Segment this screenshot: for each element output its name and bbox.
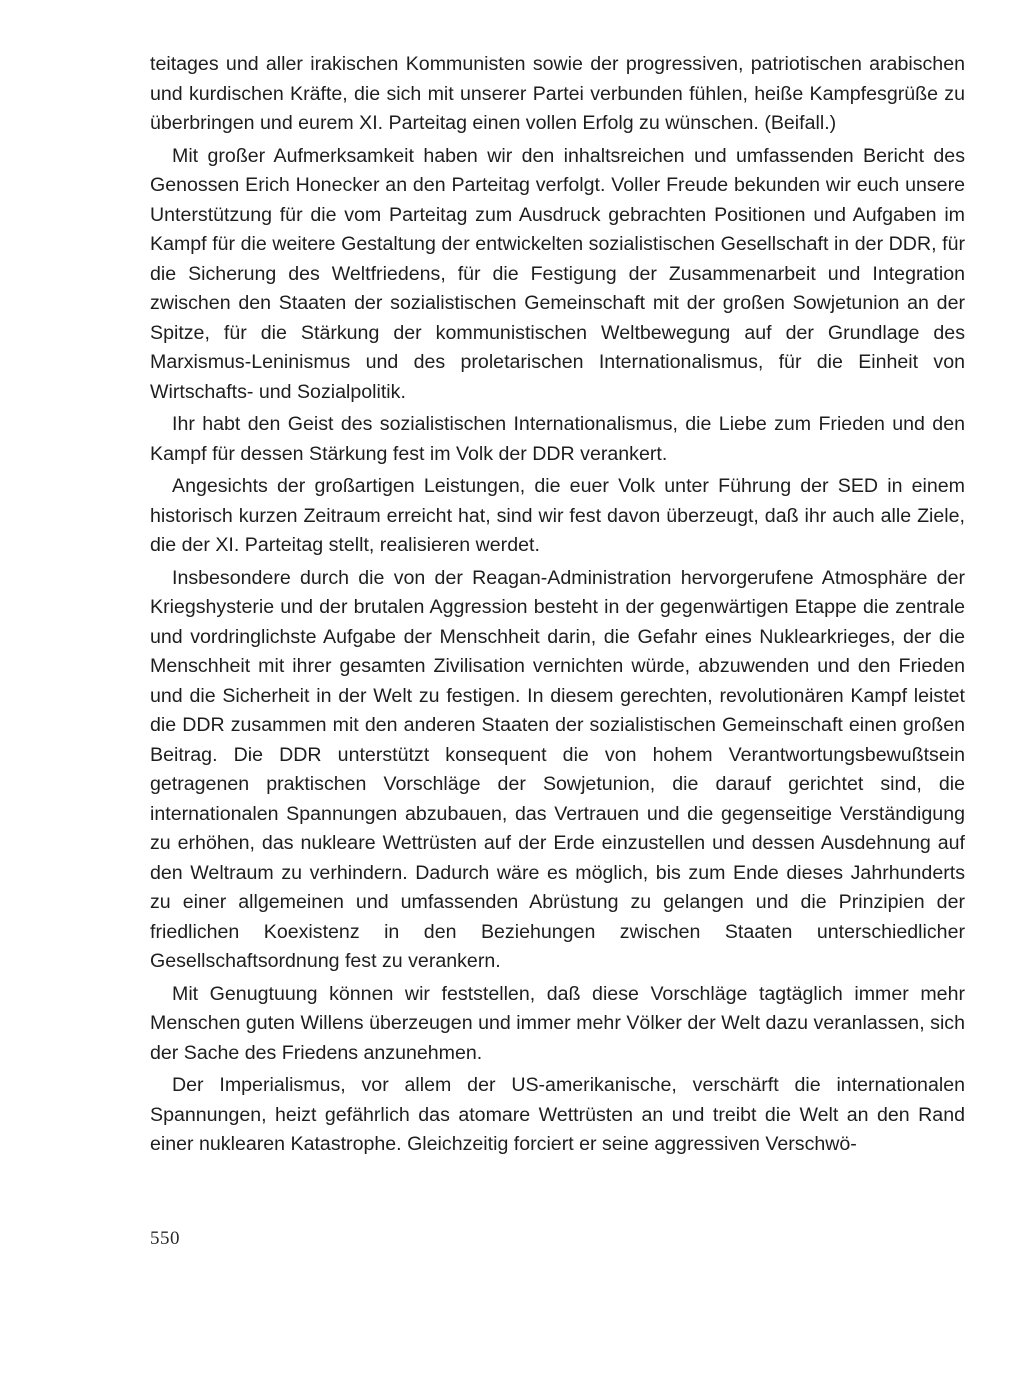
paragraph-imperialism: Der Imperialismus, vor allem der US-amerikanische, verschärft die internationalen Spannungen, heizt gefährlich das atomare Wettrüsten an und treibt die Welt an den Rand einer nuklearen Katastrophe. Gleichzeitig forciert er seine aggressiven Verschwö-: [150, 1074, 965, 1155]
paragraph-achievements: Angesichts der großartigen Leistungen, die euer Volk unter Führung der SED in einem historisch kurzen Zeitraum erreicht hat, sind wir fest davon überzeugt, daß ihr auch alle Ziele, die der XI. Parteitag stellt, realisieren werdet.: [150, 475, 965, 556]
body-text: [150, 50, 965, 1163]
page-number: 550: [150, 1228, 180, 1249]
paragraph-report: Mit großer Aufmerksamkeit haben wir den inhaltsreichen und umfassenden Bericht des Genossen Erich Honecker an den Parteitag verfolgt. Voller Freude bekunden wir euch unsere Unterstützung für die vom Parteitag zum Ausdruck gebrachten Positionen und Aufgaben im Kampf für die weitere Gestaltung der entwickelten sozialistischen Gesellschaft in der DDR, für die Sicherung des Weltfriedens, für die Festigung der Zusammenarbeit und Integration zwischen den Staaten der sozialistischen Gemeinschaft mit der großen Sowjetunion an der Spitze, für die Stärkung der kommunistischen Weltbewegung auf der Grundlage des Marxismus-Leninismus und des proletarischen Internationalismus, für die Einheit von Wirtschafts- und Sozialpolitik.: [150, 144, 965, 403]
paragraph-continued: teitages und aller irakischen Kommunisten sowie der progressiven, patriotischen arabischen und kurdischen Kräfte, die sich mit unserer Partei verbunden fühlen, heiße Kampfesgrüße zu überbringen und eurem XI. Parteitag einen vollen Erfolg zu wünschen. (Beifall.): [150, 53, 965, 134]
paragraph-proposals: Mit Genugtuung können wir feststellen, daß diese Vorschläge tagtäglich immer mehr Menschen guten Willens überzeugen und immer mehr Völker der Welt dazu veranlassen, sich der Sache des Friedens anzunehmen.: [150, 982, 965, 1064]
paragraph-nuclear-danger: Insbesondere durch die von der Reagan-Administration hervorgerufene Atmosphäre der Kriegshysterie und der brutalen Aggression besteht in der gegenwärtigen Etappe die zentrale und vordringlichste Aufgabe der Menschheit darin, die Gefahr eines Nuklearkrieges, der die Menschheit mit ihrer gesamten Zivilisation vernichten würde, abzuwenden und den Frieden und die Sicherheit in der Welt zu festigen. In diesem gerechten, revolutionären Kampf leistet die DDR zusammen mit den anderen Staaten der sozialistischen Gemeinschaft einen großen Beitrag. Die DDR unterstützt konsequent die von hohem Verantwortungsbewußtsein getragenen praktischen Vorschläge der Sowjetunion, die darauf gerichtet sind, die internationalen Spannungen abzubauen, das Vertrauen und die gegenseitige Verständigung zu erhöhen, das nukleare Wettrüsten auf der Erde einzustellen und dessen Ausdehnung auf den Weltraum zu verhindern. Dadurch wäre es möglich, bis zum Ende dieses Jahrhunderts zu einer allgemeinen und umfassenden Abrüstung zu gelangen und die Prinzipien der friedlichen Koexistenz in den Beziehungen zwischen Staaten unterschiedlicher Gesellschaftsordnung fest zu verankern.: [150, 566, 965, 972]
paragraph-internationalism: Ihr habt den Geist des sozialistischen Internationalismus, die Liebe zum Frieden und den Kampf für dessen Stärkung fest im Volk der DDR verankert.: [150, 413, 965, 465]
